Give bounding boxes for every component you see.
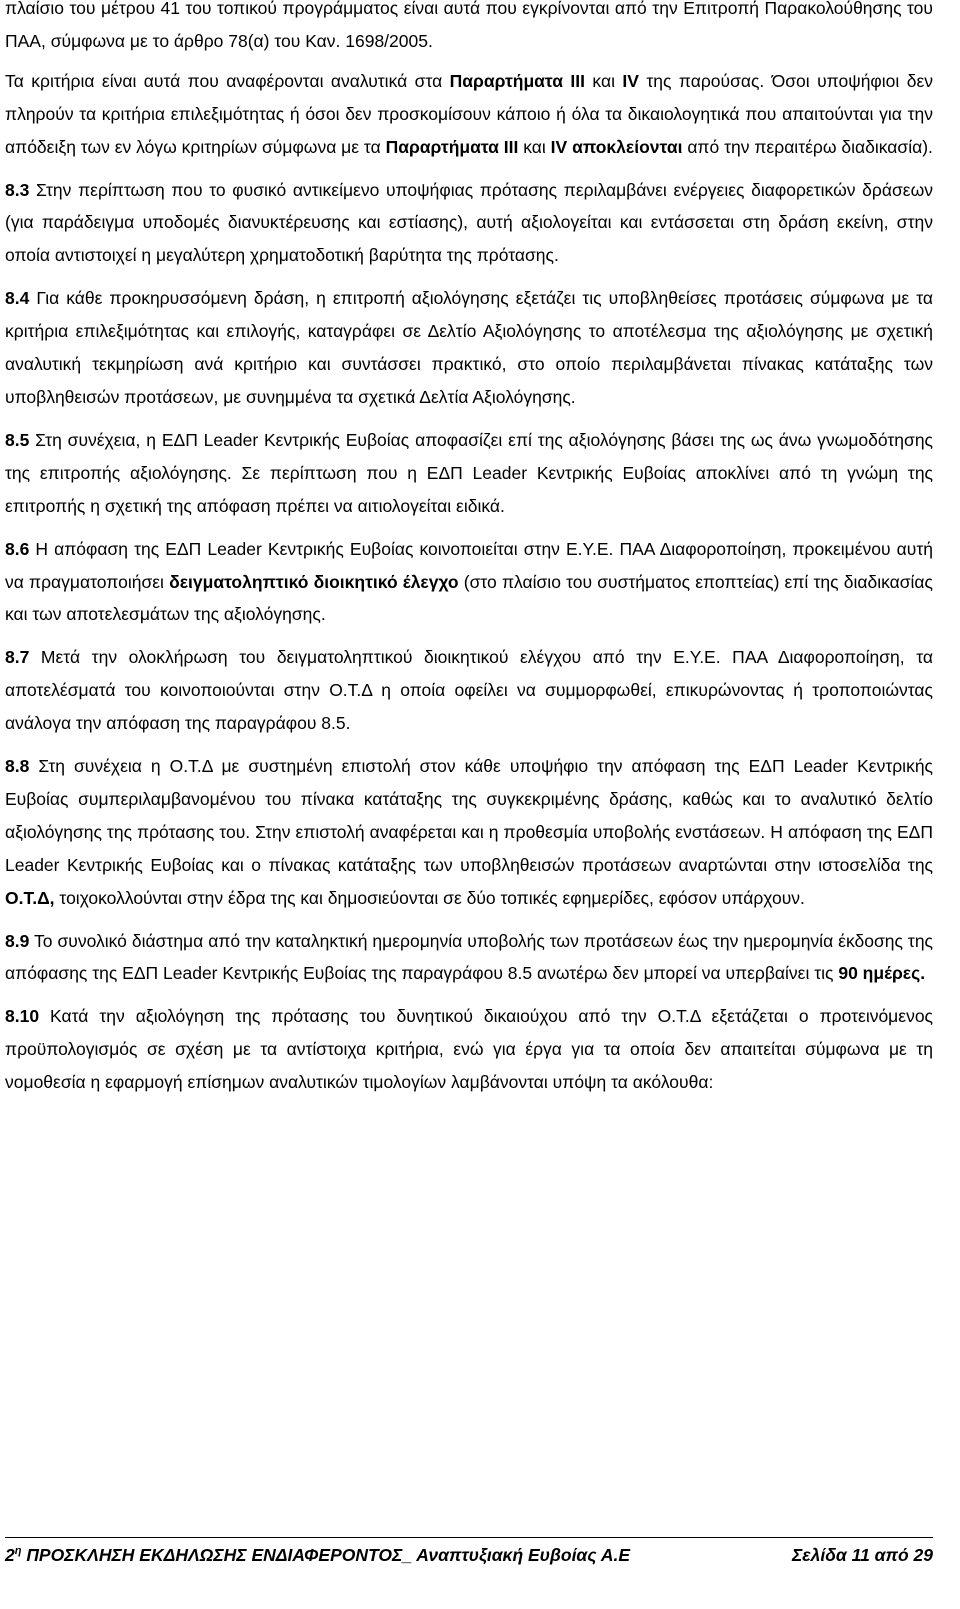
section-text: Στην περίπτωση που το φυσικό αντικείμενο υποψήφιας πρότασης περιλαμβάνει ενέργειες διαφορετικών δράσεων (για παράδειγμα υποδομές διανυκτέρευσης και εστίασης), αυτή αξιολογείται και εντάσσεται στη δράση εκείνη, στην οποία αντιστοιχεί η μεγαλύτερη χρηματοδοτική βαρύτητα της πρότασης.	[5, 179, 933, 266]
section-bold-text: δειγματοληπτικό διοικητικό έλεγχο	[169, 571, 459, 592]
section-text: Το συνολικό διάστημα από την καταληκτική ημερομηνία υποβολής των προτάσεων έως την ημερομηνία έκδοσης της απόφασης της ΕΔΠ Leader Κεντρικής Ευβοίας της παραγράφου 8.5 ανωτέρω δεν μπορεί να υπερβαίνει τις	[5, 930, 933, 984]
criteria-text: από την περαιτέρω διαδικασία).	[682, 136, 933, 157]
document-page	[5, 0, 933, 1099]
paragraph-intro	[5, 0, 933, 58]
section-number: 8.7	[5, 647, 30, 668]
section-number: 8.4	[5, 288, 30, 309]
section-text: Μετά την ολοκλήρωση του δειγματοληπτικού διοικητικού ελέγχου από την Ε.Υ.Ε. ΠΑΑ Διαφοροποίηση, τα αποτελέσματά του κοινοποιούνται στην Ο.Τ.Δ η οποία οφείλει να συμμορφωθεί, επικυρώνοντας ή τροποποιώντας ανάλογα την απόφαση της παραγράφου 8.5.	[5, 647, 933, 734]
section-number: 8.9	[5, 930, 30, 951]
criteria-annex-ref: Παραρτήματα ΙΙΙ	[449, 70, 586, 91]
criteria-text: και	[518, 136, 551, 157]
section-text: Στη συνέχεια η Ο.Τ.Δ με συστημένη επιστολή στον κάθε υποψήφιο την απόφαση της ΕΔΠ Leader Κεντρικής Ευβοίας συμπεριλαμβανομένου του πίνακα κατάταξης της συγκεκριμένης δράσης, καθώς και το αναλυτικό δελτίο αξιολόγησης της πρότασης του. Στην επιστολή αναφέρεται και η προθεσμία υποβολής ενστάσεων. Η απόφαση της ΕΔΠ Leader Κεντρικής Ευβοίας και ο πίνακας κατάταξης των υποβληθεισών προτάσεων αναρτώνται στην ιστοσελίδα της	[5, 756, 933, 875]
section-bold-text: Ο.Τ.Δ,	[5, 887, 55, 908]
section-text: Η απόφαση της ΕΔΠ Leader Κεντρικής Ευβοίας κοινοποιείται στην Ε.Υ.Ε. ΠΑΑ Διαφοροποίηση, προκειμένου αυτή να πραγματοποιήσει	[5, 538, 933, 592]
intro-text: πλαίσιο του μέτρου 41 του τοπικού προγράμματος είναι αυτά που εγκρίνονται από την Επιτροπή Παρακολούθησης του ΠΑΑ, σύμφωνα με το άρθρο 78(α) του Καν. 1698/2005.	[5, 0, 933, 51]
section-number: 8.8	[5, 756, 30, 777]
paragraph-criteria	[5, 65, 933, 164]
section-number: 8.5	[5, 429, 30, 450]
criteria-annex-ref: Παραρτήματα ΙΙΙ	[385, 136, 519, 157]
section-8-9	[5, 925, 933, 991]
criteria-text: της παρούσας. Όσοι υποψήφιοι δεν πληρούν τα κριτήρια επιλεξιμότητας ή όσοι δεν προσκομίσουν κάποιο ή όλα τα δικαιολογητικά που απαιτούνται για την απόδειξη των εν λόγω κριτηρίων σύμφωνα με τα	[5, 70, 934, 157]
footer-page-number: Σελίδα 11 από 29	[791, 1545, 933, 1565]
section-text: (στο πλαίσιο του συστήματος εποπτείας) επί της διαδικασίας και των αποτελεσμάτων της αξιολόγησης.	[5, 571, 933, 625]
section-8-7	[5, 641, 933, 740]
section-8-6	[5, 533, 933, 632]
section-text: Κατά την αξιολόγηση της πρότασης του δυνητικού δικαιούχου από την Ο.Τ.Δ εξετάζεται ο προτεινόμενος προϋπολογισμός σε σχέση με τα αντίστοιχα κριτήρια, ενώ για έργα για τα οποία δεν απαιτείται σύμφωνα με τη νομοθεσία η εφαρμογή επίσημων αναλυτικών τιμολογίων λαμβάνονται υπόψη τα ακόλουθα:	[5, 1006, 933, 1093]
criteria-annex-ref: IV	[622, 70, 639, 91]
footer-divider	[5, 1537, 933, 1538]
section-number: 8.10	[5, 1006, 40, 1027]
section-8-3	[5, 174, 933, 273]
section-8-5	[5, 424, 933, 523]
page-footer	[5, 1543, 933, 1567]
criteria-exclusion-text: IV αποκλείονται	[550, 136, 683, 157]
footer-title-text: ΠΡΟΣΚΛΗΣΗ ΕΚΔΗΛΩΣΗΣ ΕΝΔΙΑΦΕΡΟΝΤΟΣ_ Αναπτυξιακή Ευβοίας Α.Ε	[21, 1545, 630, 1565]
footer-ordinal-suffix: η	[14, 1545, 22, 1558]
section-text: Στη συνέχεια, η ΕΔΠ Leader Κεντρικής Ευβοίας αποφασίζει επί της αξιολόγησης βάσει της ως άνω γνωμοδότησης της επιτροπής αξιολόγησης. Σε περίπτωση που η ΕΔΠ Leader Κεντρικής Ευβοίας αποκλίνει από τη γνώμη της επιτροπής η σχετική της απόφαση πρέπει να αιτιολογείται ειδικά.	[5, 429, 933, 516]
section-text: Για κάθε προκηρυσσόμενη δράση, η επιτροπή αξιολόγησης εξετάζει τις υποβληθείσες προτάσεις σύμφωνα με τα κριτήρια επιλεξιμότητας και επιλογής, καταγράφει σε Δελτίο Αξιολόγησης το αποτέλεσμα της αξιολόγησης με σχετική αναλυτική τεκμηρίωση ανά κριτήριο και συντάσσει πρακτικό, στο οποίο περιλαμβάνεται πίνακας κατάταξης των υποβληθεισών προτάσεων, με συνημμένα τα σχετικά Δελτία Αξιολόγησης.	[5, 288, 933, 407]
section-number: 8.3	[5, 179, 30, 200]
criteria-text: και	[585, 70, 623, 91]
section-8-10	[5, 1000, 933, 1099]
section-8-4	[5, 282, 933, 414]
section-number: 8.6	[5, 538, 30, 559]
footer-edition-number: 2	[5, 1545, 15, 1565]
section-8-8	[5, 750, 933, 915]
section-bold-text: 90 ημέρες.	[838, 963, 926, 984]
footer-document-title	[5, 1543, 630, 1567]
section-text: τοιχοκολλούνται στην έδρα της και δημοσιεύονται σε δύο τοπικές εφημερίδες, εφόσον υπάρχουν.	[54, 887, 805, 908]
criteria-text: Τα κριτήρια είναι αυτά που αναφέρονται αναλυτικά στα	[5, 70, 450, 91]
